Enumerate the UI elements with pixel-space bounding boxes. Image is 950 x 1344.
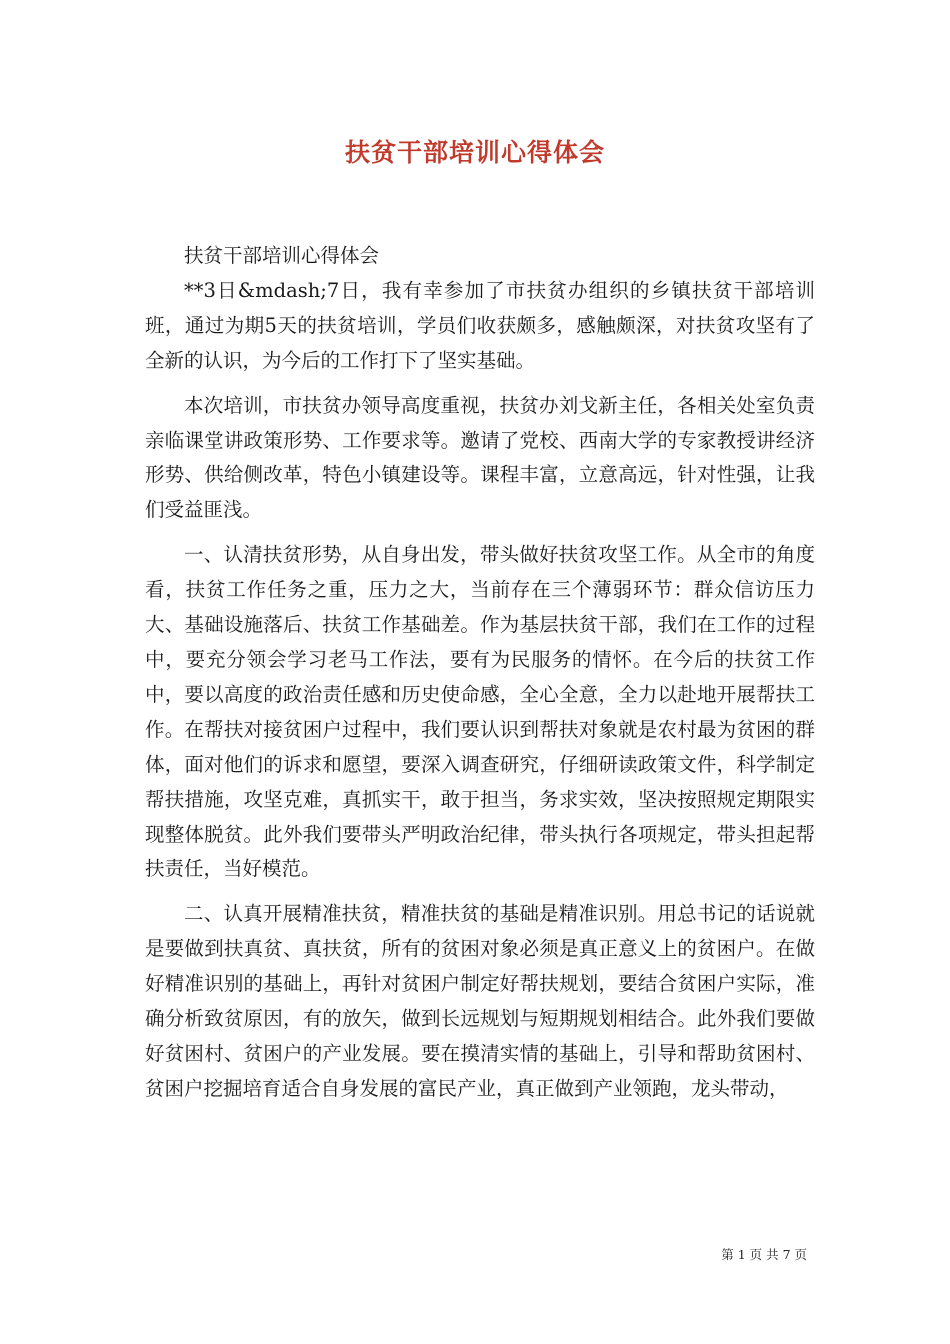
page-number: 第 1 页 共 7 页 xyxy=(721,1247,807,1262)
paragraph-section-one: 一、认清扶贫形势，从自身出发，带头做好扶贫攻坚工作。从全市的角度看，扶贫工作任务之重，压力之大，当前存在三个薄弱环节：群众信访压力大、基础设施落后、扶贫工作基础差。作为基层扶贫干部，我们在工作的过程中，要充分领会学习老马工作法，要有为民服务的情怀。在今后的扶贫工作中，要以高度的政治责任感和历史使命感，全心全意，全力以赴地开展帮扶工作。在帮扶对接贫困户过程中，我们要认识到帮扶对象就是农村最为贫困的群体，面对他们的诉求和愿望，要深入调查研究，仔细研读政策文件，科学制定帮扶措施，攻坚克难，真抓实干，敢于担当，务求实效，坚决按照规定期限实现整体脱贫。此外我们要带头严明政治纪律，带头执行各项规定，带头担起帮扶责任，当好模范。 xyxy=(145,543,815,881)
paragraph-section-two: 二、认真开展精准扶贫，精准扶贫的基础是精准识别。用总书记的话说就是要做到扶真贫、真扶贫，所有的贫困对象必须是真正意义上的贫困户。在做好精准识别的基础上，再针对贫困户制定好帮扶规划，要结合贫困户实际，准确分析致贫原因，有的放矢，做到长远规划与短期规划相结合。此外我们要做好贫困村、贫困户的产业发展。要在摸清实情的基础上，引导和帮助贫困村、贫困户挖掘培育适合自身发展的富民产业，真正做到产业领跑，龙头带动， xyxy=(145,902,815,1100)
paragraph-training: 本次培训，市扶贫办领导高度重视，扶贫办刘戈新主任，各相关处室负责亲临课堂讲政策形势、工作要求等。邀请了党校、西南大学的专家教授讲经济形势、供给侧改革，特色小镇建设等。课程丰富，立意高远，针对性强，让我们受益匪浅。 xyxy=(145,393,815,522)
document-body xyxy=(145,239,815,1107)
document-title: 扶贫干部培训心得体会 xyxy=(344,138,605,167)
document-subtitle: 扶贫干部培训心得体会 xyxy=(184,244,380,267)
paragraph-intro: **3日&mdash;7日，我有幸参加了市扶贫办组织的乡镇扶贫干部培训班，通过为期5天的扶贫培训，学员们收获颇多，感触颇深，对扶贫攻坚有了全新的认识，为今后的工作打下了坚实基础。 xyxy=(145,278,815,372)
